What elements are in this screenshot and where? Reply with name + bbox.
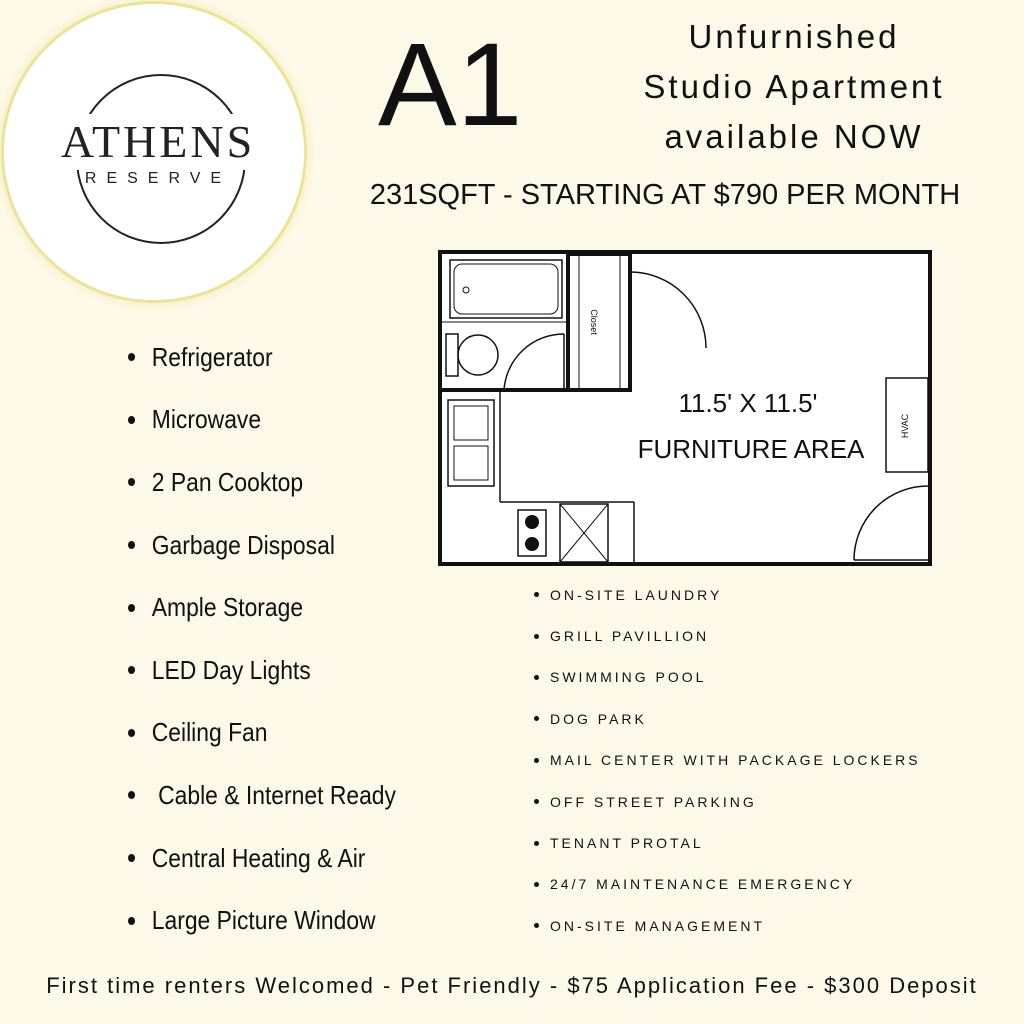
- bullet-icon: [534, 841, 539, 846]
- feature-item: Ceiling Fan: [128, 702, 396, 765]
- bullet-icon: [534, 882, 539, 887]
- amenity-item: TENANT PROTAL: [534, 822, 921, 863]
- bullet-icon: [128, 604, 135, 612]
- amenity-item: OFF STREET PARKING: [534, 781, 921, 822]
- bullet-icon: [534, 923, 539, 928]
- bullet-icon: [128, 353, 135, 361]
- hvac-label: HVAC: [900, 413, 910, 439]
- headline-line-3: available NOW: [664, 118, 924, 155]
- amenity-item: 24/7 MAINTENANCE EMERGENCY: [534, 864, 921, 905]
- amenity-item: SWIMMING POOL: [534, 657, 921, 698]
- bullet-icon: [128, 729, 135, 737]
- area-size: 11.5' X 11.5': [678, 388, 818, 418]
- feature-item: Ample Storage: [128, 576, 396, 639]
- feature-item: Microwave: [128, 389, 396, 452]
- feature-item: 2 Pan Cooktop: [128, 451, 396, 514]
- closet-label: Closet: [589, 309, 599, 335]
- feature-item: Refrigerator: [128, 326, 396, 389]
- bullet-icon: [534, 716, 539, 721]
- feature-item: Large Picture Window: [128, 889, 396, 952]
- feature-item: LED Day Lights: [128, 639, 396, 702]
- bullet-icon: [128, 541, 135, 549]
- bullet-icon: [534, 758, 539, 763]
- area-label: FURNITURE AREA: [637, 434, 865, 464]
- bullet-icon: [128, 917, 135, 925]
- bullet-icon: [534, 799, 539, 804]
- community-amenities-list: [534, 574, 921, 947]
- burner-1: [525, 515, 539, 529]
- bullet-icon: [534, 592, 539, 597]
- floor-plan: [438, 250, 932, 568]
- amenity-item: MAIL CENTER WITH PACKAGE LOCKERS: [534, 740, 921, 781]
- headline-line-2: Studio Apartment: [643, 68, 945, 105]
- athens-reserve-logo: [4, 4, 304, 300]
- bullet-icon: [534, 634, 539, 639]
- logo-wordmark: ATHENS: [26, 114, 290, 170]
- amenity-item: GRILL PAVILLION: [534, 615, 921, 656]
- bullet-icon: [128, 854, 135, 862]
- unit-features-list: [128, 326, 433, 952]
- logo-subtitle: RESERVE: [84, 170, 232, 187]
- amenity-item: DOG PARK: [534, 698, 921, 739]
- bullet-icon: [128, 478, 135, 486]
- bullet-icon: [128, 791, 135, 799]
- footer-terms: First time renters Welcomed - Pet Friendly - $75 Application Fee - $300 Deposit: [46, 973, 978, 998]
- feature-item: Central Heating & Air: [128, 827, 396, 890]
- amenity-item: ON-SITE LAUNDRY: [534, 574, 921, 615]
- bullet-icon: [128, 416, 135, 424]
- bullet-icon: [534, 675, 539, 680]
- headline: [588, 12, 1000, 162]
- burner-2: [525, 537, 539, 551]
- unit-code: A1: [378, 19, 523, 151]
- headline-line-1: Unfurnished: [688, 18, 900, 55]
- amenity-item: ON-SITE MANAGEMENT: [534, 905, 921, 946]
- size-price-line: 231SQFT - STARTING AT $790 PER MONTH: [369, 179, 961, 211]
- feature-item: Cable & Internet Ready: [128, 764, 396, 827]
- bullet-icon: [128, 666, 135, 674]
- feature-item: Garbage Disposal: [128, 514, 396, 577]
